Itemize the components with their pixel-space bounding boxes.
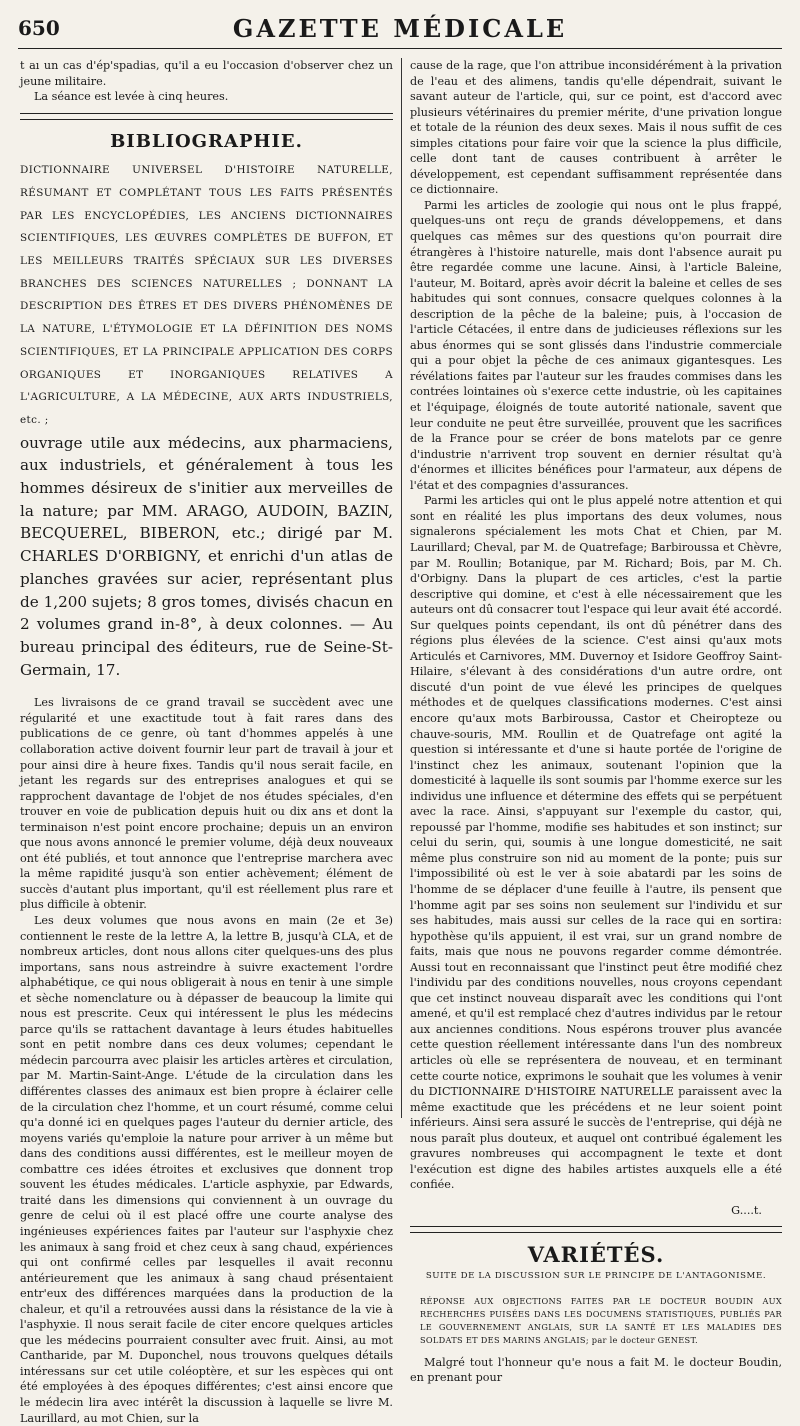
section-rule bbox=[20, 113, 393, 120]
intro-paragraph: t aı un cas d'ép'spadias, qu'il a eu l'occasion d'observer chez un jeune militaire. bbox=[20, 59, 393, 88]
varietes-description: RÉPONSE AUX OBJECTIONS FAITES PAR LE DOCTEUR BOUDIN AUX RECHERCHES PUISÉES DANS LES DOCUMENS STATISTIQUES, PUBLIÉS PAR LE GOUVERNEMENT ANGLAIS, SUR LA SANTÉ ET LES MALADIES DES SOLDATS ET DES MARINS ANGLAIS; par le docteur GENEST. bbox=[420, 1295, 782, 1345]
section-title-varietes: VARIÉTÉS. bbox=[527, 1242, 665, 1268]
review-paragraph: Parmi les articles qui ont le plus appelé notre attention et qui sont en réalité les plus importans des deux volumes, nous signalerons spécialement les mots Chat et Chien, par M. Laurillard; Cheval, par M. de Quatrefage; Barbiroussa et Chèvre, par M. Roullin; Botanique, par M. Richard; Bois, par M. Ch. d'Orbigny. Dans la plupart de ces articles, c'est la partie descriptive qui domine, et c'est à elle nécessairement que les auteurs ont dû consacrer tout l'espace qui leur avait été accordé. Sur quelques points cependant, ils ont dû pénétrer dans des régions plus élevées de la science. C'est ainsi qu'aux mots Articulés et Carnivores, MM. Duvernoy et Isidore Geoffroy Saint-Hilaire, s'élevant à des considérations d'un autre ordre, ont discuté d'un point de vue élevé les principes de quelques méthodes et de quelques classifications modernes. C'est ainsi encore qu'aux mots Barbiroussa, Castor et Cheiropteze ou chauve-souris, MM. Roullin et de Quatrefage ont agité la question si intéressante et d'une si haute portée de l'origine de l'instinct chez les animaux, soutenant l'opinion que la domesticité à laquelle ils sont soumis par l'homme exerce sur les individus une influence et détermine des effets qui se perpétuent avec la race. Ainsi, s'appuyant sur l'exemple du castor, qui, repoussé par l'homme, modifie ses habitudes et son instinct; sur celui du serin, qui, soumis à une longue domesticité, ne sait même plus construire son nid au moment de la ponte; puis sur l'impossibilité où est le ver à soie abatardi par les soins de l'homme de se déplacer d'une feuille à l'autre, ils pensent que l'homme agit par ses soins non seulement sur l'individu et sur ses habitudes, mais aussi sur celles de la race qui en sortira: hypothèse qu'ils appuient, il est vrai, sur un grand nombre de faits, mais que nous ne pouvons regarder comme démontrée. Aussi tout en reconnaissant que l'instinct peut être modifié chez l'individu par des conditions nouvelles, nous croyons cependant que cet instinct nouveau disparaît avec les conditions qui l'ont amené, et qu'il est remplacé chez d'autres individus par le retour aux anciennes conditions. Nous espérons trouver plus avancée cette question réellement intéressante dans l'un des nombreux articles où elle se représentera de nouveau, et en terminant cette courte notice, exprimons le souhait que les volumes à venir du DICTIONNAIRE D'HISTOIRE NATURELLE paraissent avec la même exactitude que les précédens et ne leur soient point inférieurs. Ainsi sera assuré le succès de l'entreprise, qui déjà ne nous paraît plus douteux, et auquel ont contribué également les gravures nombreuses qui accompagnent le texte et dont l'exécution est digne des habiles artistes auxquels elle a été confiée. bbox=[410, 494, 782, 1192]
review-paragraph: cause de la rage, que l'on attribue inconsidérément à la privation de l'eau et des alimens, tandis qu'elle dépendrait, suivant le savant auteur de l'article, qui, sur ce point, est d'accord avec plusieurs vétérinaires du premier mérite, d'une privation longue et totale de la réunion des deux sexes. Mais il nous suffit de ces simples citations pour faire voir que la science la plus difficile, celle dont tant de causes contribuent à arrêter le développement, est cependant suffisamment représentée dans ce dictionnaire. bbox=[410, 59, 782, 197]
book-title: DICTIONNAIRE UNIVERSEL D'HISTOIRE NATURELLE, RÉSUMANT ET COMPLÉTANT TOUS LES FAITS PRÉSENTÉS PAR LES ENCYCLOPÉDIES, LES ANCIENS DICTIONNAIRES SCIENTIFIQUES, LES ŒUVRES COMPLÈTES DE BUFFON, ET LES MEILLEURS TRAITÉS SPÉCIAUX SUR LES DIVERSES BRANCHES DES SCIENCES NATURELLES ; DONNANT LA DESCRIPTION DES ÊTRES ET DES DIVERS PHÉNOMÈNES DE LA NATURE, L'ÉTYMOLOGIE ET LA DÉFINITION DES NOMS SCIENTIFIQUES, ET LA PRINCIPALE APPLICATION DES CORPS ORGANIQUES ET INORGANIQUES RELATIVES A L'AGRICULTURE, A LA MÉDECINE, AUX ARTS INDUSTRIELS, etc. ; bbox=[20, 164, 393, 426]
varietes-paragraph: Malgré tout l'honneur qu'e nous a fait M. le docteur Boudin, en prenant pour bbox=[410, 1355, 782, 1385]
review-signature: G....t. bbox=[731, 1203, 762, 1217]
section-title-bibliographie: BIBLIOGRAPHIE. bbox=[110, 130, 303, 152]
page-number: 650 bbox=[18, 16, 60, 40]
session-close: La séance est levée à cinq heures. bbox=[34, 90, 229, 104]
review-paragraph: Parmi les articles de zoologie qui nous ont le plus frappé, quelques-uns ont reçu de grands développemens, et dans quelques cas mêmes sur des questions qu'on pourrait dire étrangères à l'histoire naturelle, mais dont l'absence aurait pu être regardée comme une lacune. Ainsi, à l'article Baleine, l'auteur, M. Boitard, après avoir décrit la baleine et celles de ses habitudes qui sont connues, consacre quelques colonnes à la description de la pêche de la baleine; puis, à l'occasion de l'article Cétacées, il entre dans de judicieuses réflexions sur les abus énormes qui se sont glissés dans l'industrie commerciale qui a pour objet la pêche de ces animaux gigantesques. Les révélations faites par l'auteur sur les fraudes commises dans les contrées lointaines où s'exerce cette industrie, où les capitaines et l'équipage, éloignés de toute autorité nationale, savent que leur conduite ne peut être surveillée, prouvent que les sacrifices de la France pour se créer de bons matelots par ce genre d'industrie n'arrivent trop souvent en dernier résultat qu'à d'énormes et illicites bénéfices pour l'armateur, aux dépens de l'état et des compagnies d'assurances. bbox=[410, 198, 782, 492]
varietes-subtitle: SUITE DE LA DISCUSSION SUR LE PRINCIPE DE L'ANTAGONISME. bbox=[425, 1271, 767, 1282]
masthead: GAZETTE MÉDICALE bbox=[232, 14, 568, 43]
left-column bbox=[20, 58, 393, 1425]
page-header bbox=[18, 14, 782, 49]
right-column bbox=[410, 58, 782, 1385]
column-divider bbox=[401, 58, 402, 1118]
book-description: ouvrage utile aux médecins, aux pharmaciens, aux industriels, et généralement à tous les hommes désireux de s'initier aux merveilles de la nature; par MM. ARAGO, AUDOIN, BAZIN, BECQUEREL, BIBERON, etc.; dirigé par M. CHARLES D'ORBIGNY, et enrichi d'un atlas de planches gravées sur acier, représentant plus de 1,200 sujets; 8 gros tomes, divisés chacun en 2 volumes grand in-8°, à deux colonnes. — Au bureau principal des éditeurs, rue de Seine-St-Germain, 17. bbox=[20, 433, 393, 679]
review-paragraph: Les livraisons de ce grand travail se succèdent avec une régularité et une exactitude tout à fait rares dans des publications de ce genre, où tant d'hommes appelés à une collaboration active doivent fournir leur part de travail à jour et pour ainsi dire à heure fixes. Tandis qu'il nous serait facile, en jetant les regards sur des entreprises analogues et qui se rapprochent davantage de l'objet de nos études spéciales, d'en trouver en voie de publication depuis huit ou dix ans et dont la terminaison n'est point encore prochaine; depuis un an environ que nous avons annoncé le premier volume, déjà deux nouveaux ont été publiés, et tout annonce que l'entreprise marchera avec la même rapidité jusqu'à son entier achèvement; élément de succès d'autant plus important, qu'il est réellement plus rare et plus difficile à obtenir. bbox=[20, 696, 393, 912]
review-paragraph: Les deux volumes que nous avons en main (2e et 3e) contiennent le reste de la lettre A, la lettre B, jusqu'à CLA, et de nombreux articles, dont nous allons citer quelques-uns des plus importans, sans nous astreindre à suivre exactement l'ordre alphabétique, ce qui nous obligerait à nous en tenir à une simple et sèche nomenclature ou à dépasser de beaucoup la limite qui nous est prescrite. Ceux qui intéressent le plus les médecins parce qu'ils se rattachent davantage à leurs études habituelles sont en petit nombre dans ces deux volumes; cependant le médecin parcourra avec plaisir les articles artères et circulation, par M. Martin-Saint-Ange. L'étude de la circulation dans les différentes classes des animaux est bien propre à éclairer celle de la circulation chez l'homme, et un court résumé, comme celui qu'a donné ici en quelques pages l'auteur du dernier article, des moyens variés qu'emploie la nature pour arriver à un même but dans des conditions aussi différentes, est le meilleur moyen de combattre ces idées étroites et exclusives que donnent trop souvent les études médicales. L'article asphyxie, par Edwards, traité dans les dimensions qui conviennent à un ouvrage du genre de celui où il est placé offre une courte analyse des ingénieuses expériences faites par l'auteur sur l'asphyxie chez les animaux à sang froid et chez ceux à sang chaud, expériences qui ont confirmé celles par lesquelles il avait reconnu antérieurement que les animaux à sang chaud présentaient entr'eux des différences marquées dans la production de la chaleur, et qu'il a retrouvées aussi dans la résistance de la vie à l'asphyxie. Il nous serait facile de citer encore quelques articles que les médecins pourraient consulter avec fruit. Ainsi, au mot Cantharide, par M. Duponchel, nous trouvons quelques détails intéressans sur cet utile coléoptère, et sur les espèces qui ont été employées à des époques différentes; c'est ainsi encore que le médecin lira avec intérêt la discussion à laquelle se livre M. Laurillard, au mot Chien, sur la bbox=[20, 914, 393, 1425]
section-rule bbox=[410, 1226, 782, 1233]
